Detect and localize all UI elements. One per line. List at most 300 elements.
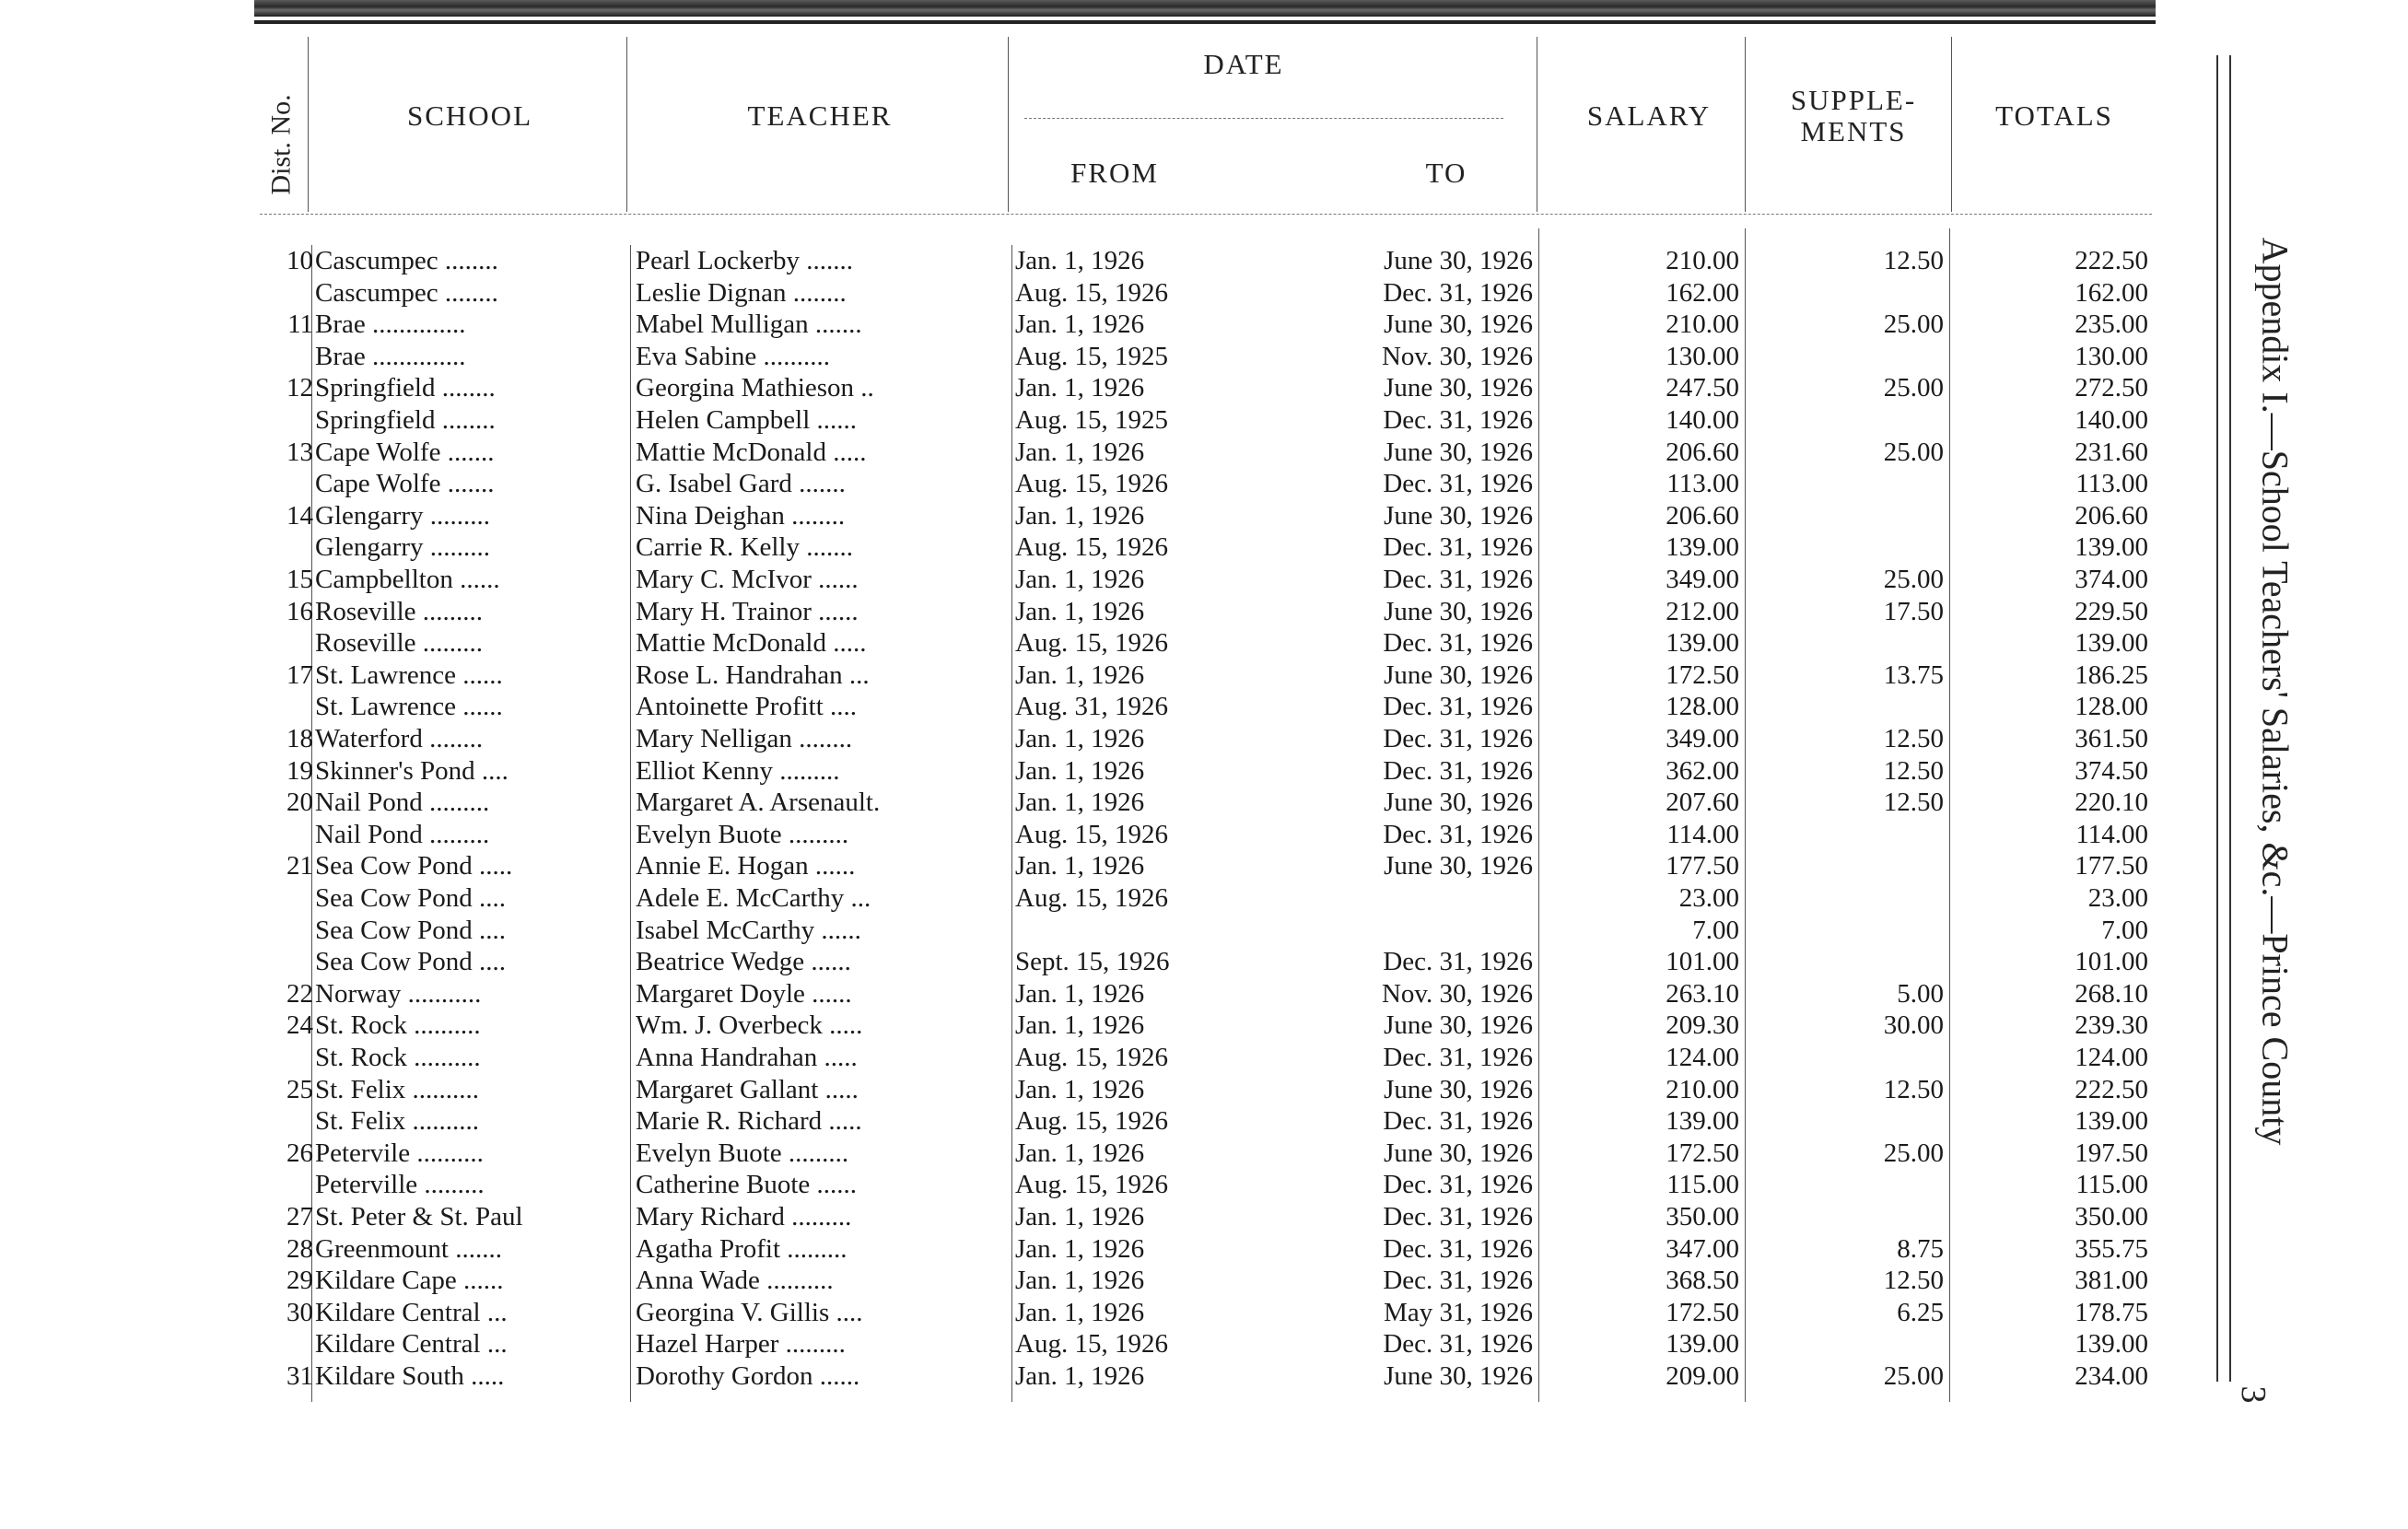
date-to-cell: Dec. 31, 1926 [1383, 1170, 1533, 1200]
date-from-cell: Jan. 1, 1926 [1015, 1233, 1145, 1264]
table-row [0, 596, 2156, 628]
date-to-cell: Dec. 31, 1926 [1383, 692, 1533, 722]
supplements-cell: 17.50 [1883, 596, 1944, 626]
teacher-cell: Mary Richard ......... [636, 1202, 852, 1231]
supplements-cell: 25.00 [1883, 565, 1944, 594]
teacher-cell: Margaret A. Arsenault. [636, 788, 881, 818]
date-to-cell: Dec. 31, 1926 [1383, 724, 1533, 753]
teacher-cell: Carrie R. Kelly ....... [636, 532, 853, 563]
date-to-cell: June 30, 1926 [1384, 1074, 1533, 1104]
salary-cell: 115.00 [1666, 1170, 1739, 1200]
teacher-cell: Mary Nelligan ........ [636, 724, 853, 753]
table-row [0, 1297, 2156, 1329]
teacher-cell: Mary C. McIvor ...... [636, 565, 859, 594]
date-to-cell: Dec. 31, 1926 [1383, 1266, 1533, 1296]
salary-cell: 206.60 [1666, 500, 1739, 531]
supplements-cell: 30.00 [1883, 1010, 1944, 1041]
total-cell: 235.00 [2075, 309, 2148, 340]
table-row [0, 1169, 2156, 1201]
dist-no-cell: 24 [286, 1010, 313, 1041]
teacher-cell: Margaret Gallant ..... [636, 1074, 859, 1104]
total-cell: 374.50 [2075, 755, 2148, 786]
total-cell: 162.00 [2075, 277, 2148, 308]
salary-cell: 101.00 [1666, 947, 1739, 977]
school-cell: Campbellton ...... [315, 565, 500, 594]
supplements-cell: 12.50 [1883, 1074, 1944, 1104]
date-from-cell: Jan. 1, 1926 [1015, 788, 1145, 818]
teacher-cell: Elliot Kenny ......... [636, 755, 840, 786]
total-cell: 186.25 [2075, 659, 2148, 690]
salary-cell: 212.00 [1666, 596, 1739, 626]
table-row [0, 531, 2156, 564]
date-to-cell: Dec. 31, 1926 [1383, 277, 1533, 308]
table-row [0, 309, 2156, 341]
date-from-cell: Jan. 1, 1926 [1015, 659, 1145, 690]
teacher-cell: Mattie McDonald ..... [636, 628, 867, 659]
school-cell: Sea Cow Pond .... [315, 947, 507, 977]
dist-no-cell: 12 [286, 373, 313, 403]
header-salary: SALARY [1586, 99, 1712, 132]
supplements-cell: 12.50 [1883, 1266, 1944, 1296]
school-cell: Brae .............. [315, 341, 466, 371]
school-cell: Cascumpec ........ [315, 277, 498, 308]
header-date: DATE [1203, 48, 1284, 80]
date-from-cell: Aug. 15, 1926 [1015, 1170, 1168, 1200]
table-row [0, 755, 2156, 788]
date-to-cell: Dec. 31, 1926 [1383, 1043, 1533, 1072]
teacher-cell: Mattie McDonald ..... [636, 437, 867, 467]
teacher-cell: Catherine Buote ...... [636, 1170, 858, 1200]
date-to-cell: Dec. 31, 1926 [1383, 819, 1533, 849]
table-row [0, 1042, 2156, 1074]
header-rule [626, 37, 628, 212]
teacher-cell: Annie E. Hogan ...... [636, 851, 856, 881]
date-to-cell: June 30, 1926 [1384, 1138, 1533, 1168]
school-cell: St. Lawrence ...... [315, 659, 503, 690]
school-cell: St. Felix .......... [315, 1106, 480, 1137]
header-totals: TOTALS [1995, 99, 2113, 132]
table-row [0, 1138, 2156, 1170]
date-to-cell: Dec. 31, 1926 [1383, 1202, 1533, 1231]
salary-cell: 349.00 [1666, 565, 1739, 594]
total-cell: 361.50 [2075, 724, 2148, 753]
supplements-cell: 12.50 [1883, 755, 1944, 786]
table-row [0, 1265, 2156, 1297]
school-cell: Cape Wolfe ....... [315, 437, 495, 467]
salary-cell: 7.00 [1692, 915, 1739, 945]
teacher-cell: Georgina Mathieson .. [636, 373, 874, 403]
school-cell: Glengarry ......... [315, 532, 491, 563]
total-cell: 140.00 [2075, 405, 2148, 435]
supplements-cell: 25.00 [1883, 373, 1944, 403]
dist-no-cell: 19 [286, 755, 313, 786]
table-row [0, 468, 2156, 500]
school-cell: St. Rock .......... [315, 1010, 481, 1041]
total-cell: 178.75 [2075, 1297, 2148, 1327]
date-from-cell: Aug. 15, 1926 [1015, 883, 1168, 913]
table-row [0, 1360, 2156, 1393]
date-from-cell: Aug. 15, 1926 [1015, 1106, 1168, 1137]
supplements-cell: 5.00 [1897, 978, 1944, 1009]
teacher-cell: Antoinette Profitt .... [636, 692, 858, 722]
supplements-cell: 12.50 [1883, 788, 1944, 818]
school-cell: Kildare Central ... [315, 1329, 508, 1360]
date-to-cell: June 30, 1926 [1384, 788, 1533, 818]
dist-no-cell: 31 [286, 1361, 313, 1391]
date-to-cell: May 31, 1926 [1384, 1297, 1533, 1327]
top-rule [254, 0, 2156, 17]
salary-cell: 139.00 [1666, 1106, 1739, 1137]
table-row [0, 915, 2156, 947]
table-row [0, 277, 2156, 309]
table-row [0, 437, 2156, 469]
dist-no-cell: 28 [286, 1233, 313, 1264]
dist-no-cell: 29 [286, 1266, 313, 1296]
table-row [0, 1010, 2156, 1042]
date-from-cell: Jan. 1, 1926 [1015, 246, 1145, 275]
school-cell: Brae .............. [315, 309, 466, 340]
salary-cell: 209.30 [1666, 1010, 1739, 1041]
date-from-cell: Jan. 1, 1926 [1015, 1266, 1145, 1296]
date-from-cell: Aug. 15, 1926 [1015, 532, 1168, 563]
dist-no-cell: 18 [286, 724, 313, 753]
teacher-cell: Mary H. Trainor ...... [636, 596, 859, 626]
salary-cell: 128.00 [1666, 692, 1739, 722]
date-to-cell: June 30, 1926 [1384, 1010, 1533, 1041]
teacher-cell: Pearl Lockerby ....... [636, 246, 853, 275]
school-cell: St. Lawrence ...... [315, 692, 503, 722]
table-row [0, 850, 2156, 882]
dist-no-cell: 16 [286, 596, 313, 626]
school-cell: St. Felix .......... [315, 1074, 480, 1104]
school-cell: Springfield ........ [315, 405, 496, 435]
date-from-cell: Jan. 1, 1926 [1015, 1202, 1145, 1231]
school-cell: Sea Cow Pond .... [315, 883, 507, 913]
date-to-cell: June 30, 1926 [1384, 596, 1533, 626]
date-from-cell: Jan. 1, 1926 [1015, 437, 1145, 467]
total-cell: 374.00 [2075, 565, 2148, 594]
table-row [0, 564, 2156, 596]
total-cell: 113.00 [2075, 469, 2148, 499]
header-bottom-rule [260, 214, 2152, 215]
school-cell: Roseville ......... [315, 596, 484, 626]
teacher-cell: Agatha Profit ......... [636, 1233, 847, 1264]
date-to-cell: Dec. 31, 1926 [1383, 469, 1533, 499]
page-number: 3 [2234, 1385, 2273, 1404]
school-cell: Glengarry ......... [315, 500, 491, 531]
date-to-cell: June 30, 1926 [1384, 246, 1533, 275]
date-from-cell: Jan. 1, 1926 [1015, 1361, 1145, 1391]
dist-no-cell: 14 [286, 500, 313, 531]
table-row [0, 627, 2156, 659]
header-rule [1951, 37, 1953, 212]
salary-cell: 172.50 [1666, 1297, 1739, 1327]
total-cell: 239.30 [2075, 1010, 2148, 1041]
date-from-cell: Aug. 15, 1926 [1015, 819, 1168, 849]
date-from-cell: Aug. 15, 1926 [1015, 628, 1168, 659]
header-from: FROM [1070, 157, 1159, 189]
salary-cell: 263.10 [1666, 978, 1739, 1009]
teacher-cell: Evelyn Buote ......... [636, 1138, 849, 1168]
teacher-cell: Mabel Mulligan ....... [636, 309, 862, 340]
date-from-cell: Aug. 15, 1925 [1015, 405, 1168, 435]
supplements-cell: 25.00 [1883, 309, 1944, 340]
dist-no-cell: 15 [286, 565, 313, 594]
date-to-cell: June 30, 1926 [1384, 659, 1533, 690]
teacher-cell: Eva Sabine .......... [636, 341, 831, 371]
teacher-cell: Helen Campbell ...... [636, 405, 858, 435]
date-to-cell: Dec. 31, 1926 [1383, 405, 1533, 435]
school-cell: Springfield ........ [315, 373, 496, 403]
total-cell: 139.00 [2075, 628, 2148, 659]
salary-cell: 362.00 [1666, 755, 1739, 786]
date-from-cell: Jan. 1, 1926 [1015, 1074, 1145, 1104]
teacher-cell: Adele E. McCarthy ... [636, 883, 871, 913]
date-to-cell: June 30, 1926 [1384, 309, 1533, 340]
table-row [0, 372, 2156, 404]
dist-no-cell: 27 [286, 1202, 313, 1231]
date-from-cell: Jan. 1, 1926 [1015, 500, 1145, 531]
school-cell: Sea Cow Pond ..... [315, 851, 513, 881]
school-cell: St. Rock .......... [315, 1043, 481, 1072]
date-to-cell: Dec. 31, 1926 [1383, 755, 1533, 786]
supplements-cell: 8.75 [1897, 1233, 1944, 1264]
salary-cell: 247.50 [1666, 373, 1739, 403]
salary-cell: 210.00 [1666, 1074, 1739, 1104]
date-from-cell: Jan. 1, 1926 [1015, 851, 1145, 881]
date-to-cell: Dec. 31, 1926 [1383, 565, 1533, 594]
school-cell: Nail Pond ......... [315, 788, 490, 818]
teacher-cell: Nina Deighan ........ [636, 500, 846, 531]
salary-cell: 347.00 [1666, 1233, 1739, 1264]
header-supplements [1761, 85, 1946, 147]
school-cell: Petervile .......... [315, 1138, 484, 1168]
date-from-cell: Jan. 1, 1926 [1015, 1297, 1145, 1327]
table-row [0, 946, 2156, 978]
total-cell: 139.00 [2075, 1106, 2148, 1137]
total-cell: 7.00 [2101, 915, 2148, 945]
dist-no-cell: 13 [286, 437, 313, 467]
teacher-cell: Marie R. Richard ..... [636, 1106, 862, 1137]
salary-cell: 172.50 [1666, 659, 1739, 690]
total-cell: 272.50 [2075, 373, 2148, 403]
total-cell: 124.00 [2075, 1043, 2148, 1072]
date-from-cell: Aug. 15, 1925 [1015, 341, 1168, 371]
school-cell: Waterford ........ [315, 724, 484, 753]
table-row [0, 404, 2156, 437]
school-cell: Cascumpec ........ [315, 246, 498, 275]
salary-cell: 114.00 [1666, 819, 1739, 849]
total-cell: 115.00 [2075, 1170, 2148, 1200]
school-cell: Cape Wolfe ....... [315, 469, 495, 499]
header-rule [1745, 37, 1747, 212]
date-to-cell: June 30, 1926 [1384, 373, 1533, 403]
salary-cell: 209.00 [1666, 1361, 1739, 1391]
date-from-cell: Jan. 1, 1926 [1015, 755, 1145, 786]
total-cell: 206.60 [2075, 500, 2148, 531]
total-cell: 355.75 [2075, 1233, 2148, 1264]
total-cell: 139.00 [2075, 532, 2148, 563]
salary-cell: 140.00 [1666, 405, 1739, 435]
salary-cell: 349.00 [1666, 724, 1739, 753]
salary-cell: 368.50 [1666, 1266, 1739, 1296]
date-from-cell: Aug. 31, 1926 [1015, 692, 1168, 722]
teacher-cell: Leslie Dignan ........ [636, 277, 847, 308]
table-row [0, 341, 2156, 373]
side-title: Appendix I.—School Teachers' Salaries, &c.—Prince County [2254, 237, 2297, 1145]
table-row [0, 819, 2156, 851]
teacher-cell: Hazel Harper ......... [636, 1329, 846, 1360]
total-cell: 101.00 [2075, 947, 2148, 977]
school-cell: Nail Pond ......... [315, 819, 490, 849]
header-rule [1008, 37, 1010, 212]
school-cell: Peterville ......... [315, 1170, 485, 1200]
table-row [0, 1105, 2156, 1138]
salary-cell: 210.00 [1666, 309, 1739, 340]
salary-cell: 350.00 [1666, 1202, 1739, 1231]
header-dist-no: Dist. No. [266, 94, 297, 195]
teacher-cell: Beatrice Wedge ...... [636, 947, 851, 977]
date-to-cell: June 30, 1926 [1384, 851, 1533, 881]
dist-no-cell: 30 [286, 1297, 313, 1327]
salary-cell: 23.00 [1678, 883, 1739, 913]
school-cell: Roseville ......... [315, 628, 484, 659]
teacher-cell: Anna Wade .......... [636, 1266, 834, 1296]
table-row [0, 978, 2156, 1010]
table-row [0, 500, 2156, 532]
total-cell: 229.50 [2075, 596, 2148, 626]
dist-no-cell: 26 [286, 1138, 313, 1168]
date-to-cell: Dec. 31, 1926 [1383, 628, 1533, 659]
total-cell: 268.10 [2075, 978, 2148, 1009]
table-row [0, 1074, 2156, 1106]
header-supplements-line2: MENTS [1800, 115, 1907, 147]
date-to-cell: June 30, 1926 [1384, 437, 1533, 467]
total-cell: 197.50 [2075, 1138, 2148, 1168]
school-cell: Greenmount ....... [315, 1233, 502, 1264]
dist-no-cell: 10 [286, 246, 313, 275]
side-rules [2216, 55, 2231, 1382]
date-from-cell: Aug. 15, 1926 [1015, 1043, 1168, 1072]
supplements-cell: 25.00 [1883, 437, 1944, 467]
teacher-cell: Wm. J. Overbeck ..... [636, 1010, 863, 1041]
teacher-cell: Margaret Doyle ...... [636, 978, 852, 1009]
salary-cell: 139.00 [1666, 532, 1739, 563]
total-cell: 234.00 [2075, 1361, 2148, 1391]
total-cell: 23.00 [2087, 883, 2148, 913]
date-to-cell: Dec. 31, 1926 [1383, 947, 1533, 977]
date-to-cell: Dec. 31, 1926 [1383, 1106, 1533, 1137]
supplements-cell: 6.25 [1897, 1297, 1944, 1327]
date-from-cell: Aug. 15, 1926 [1015, 469, 1168, 499]
table-row [0, 1233, 2156, 1266]
date-from-cell: Jan. 1, 1926 [1015, 724, 1145, 753]
teacher-cell: Isabel McCarthy ...... [636, 915, 861, 945]
salary-cell: 207.60 [1666, 788, 1739, 818]
salary-cell: 124.00 [1666, 1043, 1739, 1072]
school-cell: Kildare Cape ...... [315, 1266, 504, 1296]
table-row [0, 691, 2156, 723]
date-to-cell: Dec. 31, 1926 [1383, 1233, 1533, 1264]
teacher-cell: Anna Handrahan ..... [636, 1043, 858, 1072]
table-row [0, 787, 2156, 819]
teacher-cell: Dorothy Gordon ...... [636, 1361, 860, 1391]
date-from-cell: Aug. 15, 1926 [1015, 277, 1168, 308]
total-cell: 130.00 [2075, 341, 2148, 371]
header-supplements-line1: SUPPLE- [1790, 84, 1917, 116]
date-divider [1024, 118, 1503, 119]
supplements-cell: 12.50 [1883, 724, 1944, 753]
school-cell: St. Peter & St. Paul [315, 1202, 523, 1231]
salary-cell: 172.50 [1666, 1138, 1739, 1168]
dist-no-cell: 22 [286, 978, 313, 1009]
salary-cell: 139.00 [1666, 628, 1739, 659]
date-to-cell: Dec. 31, 1926 [1383, 1329, 1533, 1360]
total-cell: 220.10 [2075, 788, 2148, 818]
school-cell: Skinner's Pond .... [315, 755, 508, 786]
date-from-cell: Jan. 1, 1926 [1015, 309, 1145, 340]
supplements-cell: 25.00 [1883, 1361, 1944, 1391]
school-cell: Norway ........... [315, 978, 482, 1009]
total-cell: 350.00 [2075, 1202, 2148, 1231]
dist-no-cell: 20 [286, 788, 313, 818]
date-to-cell: Dec. 31, 1926 [1383, 532, 1533, 563]
salary-cell: 206.60 [1666, 437, 1739, 467]
salary-cell: 177.50 [1666, 851, 1739, 881]
school-cell: Kildare South ..... [315, 1361, 505, 1391]
table-row [0, 723, 2156, 755]
header-to: TO [1425, 157, 1467, 189]
supplements-cell: 25.00 [1883, 1138, 1944, 1168]
dist-no-cell: 21 [286, 851, 313, 881]
salary-cell: 162.00 [1666, 277, 1739, 308]
date-to-cell: Nov. 30, 1926 [1381, 978, 1533, 1009]
supplements-cell: 13.75 [1883, 659, 1944, 690]
total-cell: 222.50 [2075, 1074, 2148, 1104]
date-to-cell: Nov. 30, 1926 [1381, 341, 1533, 371]
total-cell: 128.00 [2075, 692, 2148, 722]
salary-cell: 130.00 [1666, 341, 1739, 371]
teacher-cell: Rose L. Handrahan ... [636, 659, 870, 690]
date-from-cell: Jan. 1, 1926 [1015, 373, 1145, 403]
teacher-cell: Georgina V. Gillis .... [636, 1297, 863, 1327]
header-teacher: TEACHER [747, 99, 893, 132]
dist-no-cell: 17 [286, 659, 313, 690]
salary-cell: 139.00 [1666, 1329, 1739, 1360]
date-from-cell: Aug. 15, 1926 [1015, 1329, 1168, 1360]
total-cell: 177.50 [2075, 851, 2148, 881]
total-cell: 222.50 [2075, 246, 2148, 275]
dist-no-cell: 11 [287, 309, 313, 340]
date-from-cell: Jan. 1, 1926 [1015, 596, 1145, 626]
total-cell: 139.00 [2075, 1329, 2148, 1360]
date-to-cell: June 30, 1926 [1384, 1361, 1533, 1391]
header-rule [308, 37, 310, 212]
date-from-cell: Jan. 1, 1926 [1015, 565, 1145, 594]
salary-cell: 113.00 [1666, 469, 1739, 499]
table-row [0, 1328, 2156, 1360]
school-cell: Kildare Central ... [315, 1297, 508, 1327]
header-rule [1537, 37, 1538, 212]
total-cell: 114.00 [2075, 819, 2148, 849]
table-row [0, 1201, 2156, 1233]
header-school: SCHOOL [406, 99, 532, 132]
teacher-cell: Evelyn Buote ......... [636, 819, 849, 849]
top-rule-thin [254, 20, 2156, 24]
date-from-cell: Jan. 1, 1926 [1015, 1010, 1145, 1041]
school-cell: Sea Cow Pond .... [315, 915, 507, 945]
total-cell: 381.00 [2075, 1266, 2148, 1296]
